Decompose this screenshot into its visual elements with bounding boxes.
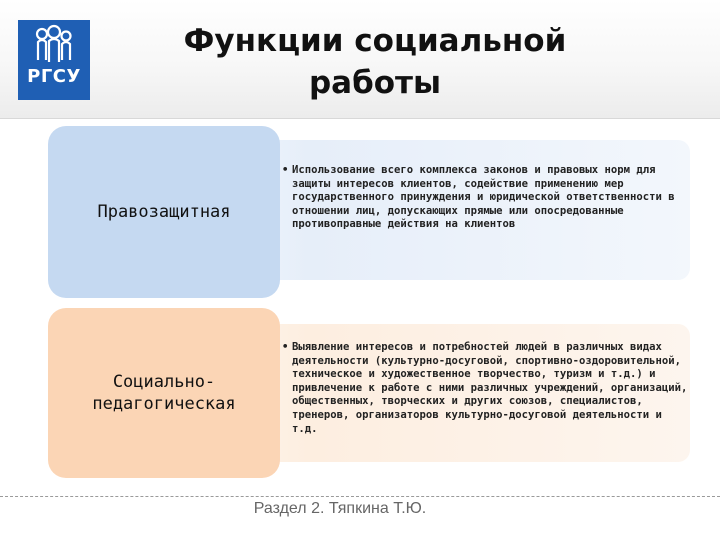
function-description-text-1: Использование всего комплекса законов и правовых норм для защиты интересов клиентов, содействие применению мер государственного принуждения и юридической ответственности в отношении лиц, допускающих прямые или опосредованные противоправные действия на клиентов <box>292 164 675 231</box>
logo-text: РГСУ <box>27 66 81 87</box>
header-divider <box>0 118 720 119</box>
function-label-1 <box>48 126 280 298</box>
footer-text: Раздел 2. Тяпкина Т.Ю. <box>253 500 427 517</box>
function-description-text-2: Выявление интересов и потребностей людей в различных видах деятельности (культурно-досуговой, спортивно-оздоровительной, техническое и художественное творчество, туризм и т.д.) и привлечение к работе с ними различных учреждений, организаций, общественных, творческих и других союзов, специалистов, тренеров, организаторов культурно-досуговой деятельности и т.д. <box>292 341 688 435</box>
function-description-2 <box>282 341 688 436</box>
function-label-text-2: Социально-педагогическая <box>92 372 236 414</box>
bullet-2: • <box>282 341 289 353</box>
logo-figures-icon <box>18 20 90 100</box>
rgsu-logo <box>18 20 90 100</box>
function-label-text-1: Правозащитная <box>97 202 231 222</box>
bullet-1: • <box>282 164 289 176</box>
function-label-2 <box>48 308 280 478</box>
slide-title: Функции социальной работы <box>183 23 567 101</box>
footer-divider <box>0 496 720 497</box>
function-description-1 <box>282 164 688 232</box>
